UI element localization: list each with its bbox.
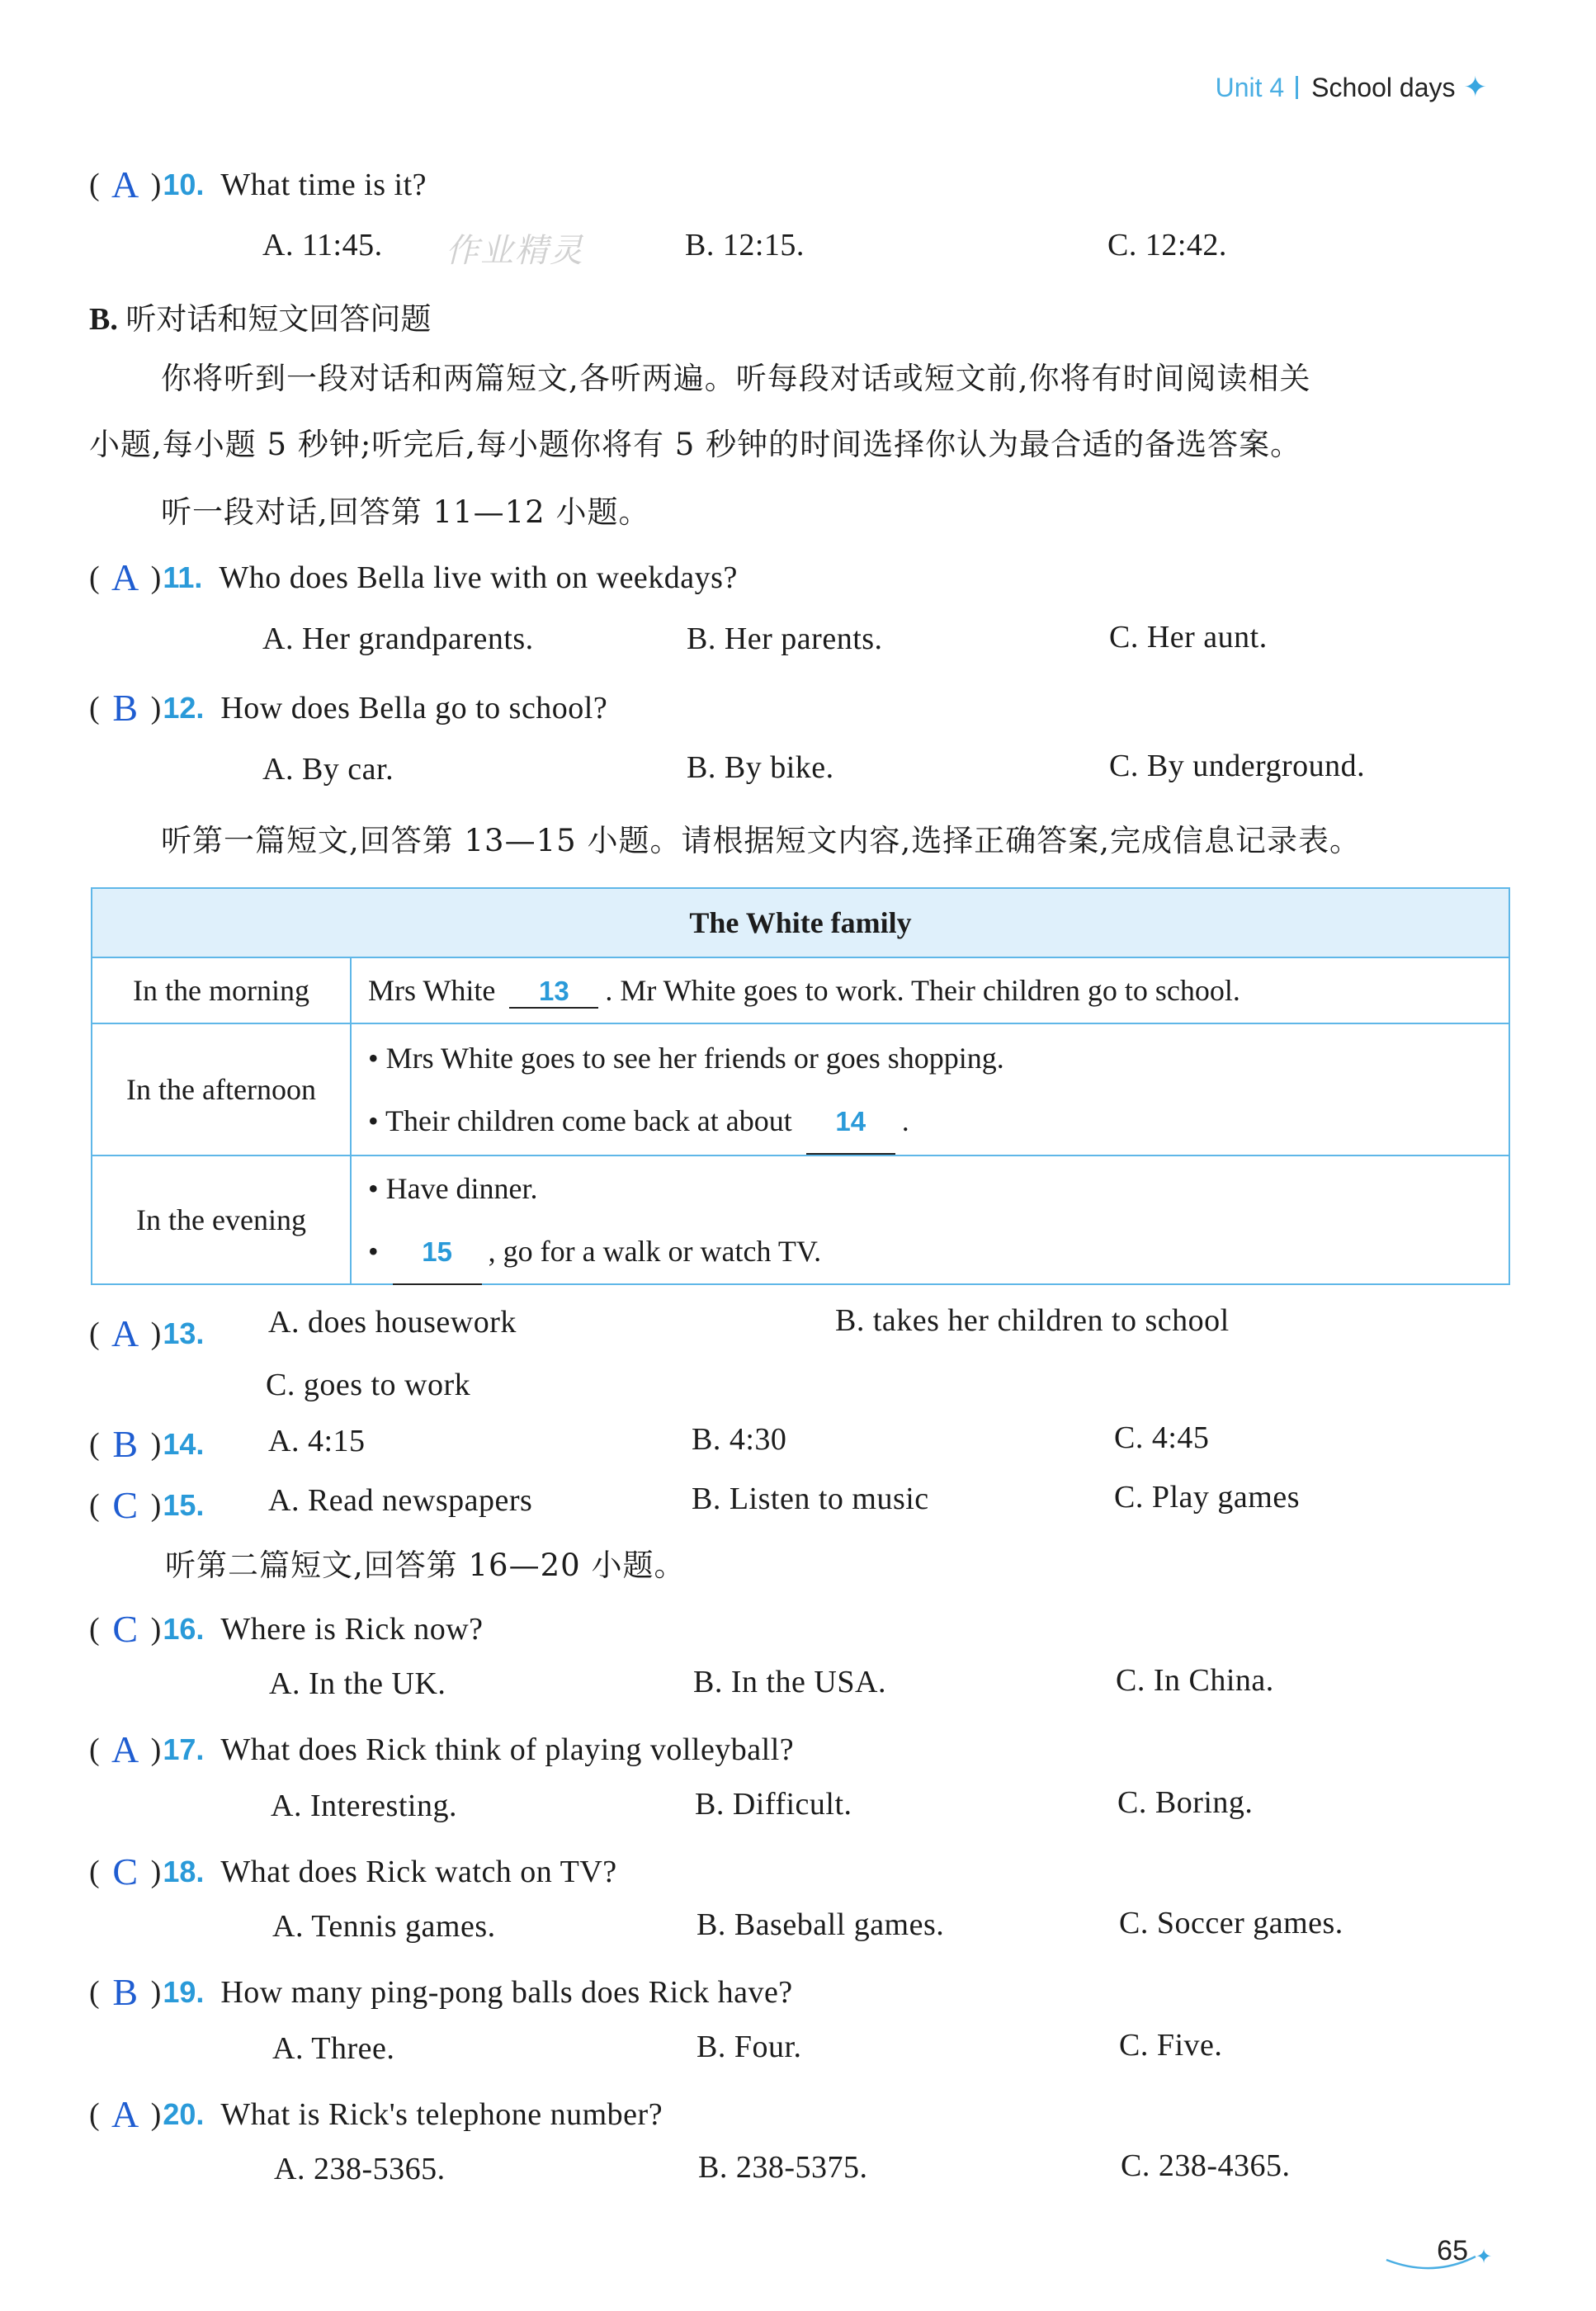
option-c: C. goes to work — [266, 1368, 471, 1402]
option-a: A. 4:15 — [268, 1424, 366, 1458]
option-b: B. takes her children to school — [835, 1303, 1230, 1338]
question-number: 16. — [163, 1612, 205, 1646]
answer-18: C — [112, 1850, 138, 1893]
option-b: B. In the USA. — [693, 1665, 886, 1699]
option-c: C. 12:42. — [1107, 228, 1227, 262]
question-number: 12. — [163, 691, 205, 725]
option-b: B. By bike. — [687, 750, 834, 785]
question-13: ( A ) 13. — [89, 1312, 205, 1354]
intro-line-1: 你将听到一段对话和两篇短文,各听两遍。听每段对话或短文前,你将有时间阅读相关 — [161, 361, 1311, 396]
question-17: ( A ) 17. What does Rick think of playing volleyball? — [89, 1728, 795, 1770]
option-b: B. Baseball games. — [696, 1907, 945, 1942]
option-a: A. 238-5365. — [274, 2152, 446, 2186]
option-b: B. 238-5375. — [698, 2150, 868, 2185]
unit-title: School days — [1311, 72, 1456, 102]
sparkle-icon: ✦ — [1463, 72, 1487, 103]
question-stem: How many ping-pong balls does Rick have? — [220, 1975, 793, 2010]
option-b: B. Listen to music — [692, 1482, 929, 1516]
row-afternoon: • Mrs White goes to see her friends or goes shopping. • Their children come back at about 14 . — [351, 1023, 1509, 1156]
question-stem: Where is Rick now? — [220, 1612, 484, 1647]
question-11: ( A ) 11. Who does Bella live with on weekdays? — [89, 556, 738, 598]
option-a: A. Read newspapers — [268, 1483, 533, 1518]
answer-10: A — [111, 163, 139, 206]
option-b: B. Difficult. — [695, 1787, 852, 1822]
option-a: A. Her grandparents. — [262, 621, 534, 656]
svg-text:✦: ✦ — [1476, 2245, 1493, 2268]
question-number: 19. — [163, 1975, 205, 2009]
option-a: A. By car. — [262, 752, 394, 787]
option-a: A. 11:45. — [262, 228, 383, 262]
question-number: 15. — [163, 1488, 205, 1522]
question-number: 18. — [163, 1855, 205, 1888]
page-header — [1216, 71, 1487, 104]
option-a: A. Tennis games. — [272, 1909, 496, 1944]
answer-15: C — [112, 1484, 138, 1526]
answer-17: A — [111, 1728, 139, 1770]
option-a: A. In the UK. — [269, 1666, 446, 1701]
white-family-table — [91, 887, 1510, 1285]
question-16: ( C ) 16. Where is Rick now? — [89, 1608, 484, 1650]
option-c: C. Play games — [1114, 1480, 1300, 1515]
header-divider — [1296, 76, 1298, 99]
intro-line-2: 小题,每小题 5 秒钟;听完后,每小题你将有 5 秒钟的时间选择你认为最合适的备选答案。 — [89, 427, 1302, 462]
passage2-instruction: 听第二篇短文,回答第 16—20 小题。 — [165, 1548, 686, 1583]
section-b-title: 听对话和短文回答问题 — [125, 301, 432, 337]
question-10: ( A ) 10. What time is it? — [89, 163, 427, 206]
option-c: C. Five. — [1119, 2028, 1223, 2063]
dialogue-instruction: 听一段对话,回答第 11—12 小题。 — [161, 494, 650, 530]
option-c: C. 238-4365. — [1121, 2148, 1291, 2183]
question-number: 11. — [163, 560, 203, 594]
option-a: A. Interesting. — [271, 1789, 457, 1823]
row-label-afternoon: In the afternoon — [92, 1023, 351, 1156]
answer-13: A — [111, 1312, 139, 1354]
table-title: The White family — [92, 888, 1509, 957]
question-stem: What time is it? — [220, 168, 427, 202]
unit-label: Unit 4 — [1215, 72, 1285, 102]
answer-16: C — [112, 1608, 138, 1650]
watermark: 作业精灵 — [446, 232, 584, 270]
row-label-evening: In the evening — [92, 1156, 351, 1284]
question-18: ( C ) 18. What does Rick watch on TV? — [89, 1850, 617, 1893]
answer-19: B — [112, 1971, 138, 2013]
blank-15: 15 — [393, 1221, 482, 1285]
option-c: C. Her aunt. — [1109, 620, 1268, 655]
option-b: B. 4:30 — [692, 1422, 787, 1457]
question-stem: What is Rick's telephone number? — [220, 2097, 663, 2132]
question-stem: What does Rick watch on TV? — [220, 1855, 617, 1889]
question-stem: How does Bella go to school? — [220, 691, 608, 725]
answer-20: A — [111, 2093, 139, 2135]
row-label-morning: In the morning — [92, 957, 351, 1023]
answer-14: B — [112, 1423, 138, 1465]
question-number: 14. — [163, 1427, 205, 1461]
option-c: C. 4:45 — [1114, 1420, 1210, 1455]
question-14: ( B ) 14. — [89, 1423, 205, 1465]
question-number: 10. — [163, 168, 205, 201]
option-c: C. In China. — [1116, 1663, 1274, 1698]
question-19: ( B ) 19. How many ping-pong balls does Rick have? — [89, 1971, 793, 2013]
blank-13: 13 — [509, 976, 598, 1009]
answer-11: A — [111, 556, 139, 598]
question-12: ( B ) 12. How does Bella go to school? — [89, 687, 608, 729]
option-b: B. 12:15. — [685, 228, 805, 262]
page-number: 65 — [1437, 2235, 1468, 2266]
option-c: C. By underground. — [1109, 749, 1366, 783]
option-a: A. Three. — [272, 2031, 395, 2066]
option-c: C. Soccer games. — [1119, 1906, 1343, 1940]
question-number: 13. — [163, 1316, 205, 1350]
question-15: ( C ) 15. — [89, 1484, 205, 1526]
option-a: A. does housework — [268, 1305, 517, 1340]
question-number: 20. — [163, 2097, 205, 2131]
section-b-heading: B. 听对话和短文回答问题 — [89, 301, 432, 337]
row-morning: Mrs White 13 . Mr White goes to work. Their children go to school. — [351, 957, 1509, 1023]
passage1-instruction: 听第一篇短文,回答第 13—15 小题。请根据短文内容,选择正确答案,完成信息记录表。 — [161, 823, 1361, 858]
blank-14: 14 — [806, 1090, 895, 1155]
question-20: ( A ) 20. What is Rick's telephone number? — [89, 2093, 663, 2135]
option-b: B. Her parents. — [687, 621, 883, 656]
question-stem: Who does Bella live with on weekdays? — [219, 560, 738, 595]
question-stem: What does Rick think of playing volleyball? — [220, 1732, 795, 1767]
answer-12: B — [112, 687, 138, 729]
option-c: C. Boring. — [1117, 1785, 1254, 1820]
option-b: B. Four. — [696, 2030, 802, 2064]
row-evening: • Have dinner. • 15 , go for a walk or watch TV. — [351, 1156, 1509, 1284]
question-number: 17. — [163, 1732, 205, 1766]
